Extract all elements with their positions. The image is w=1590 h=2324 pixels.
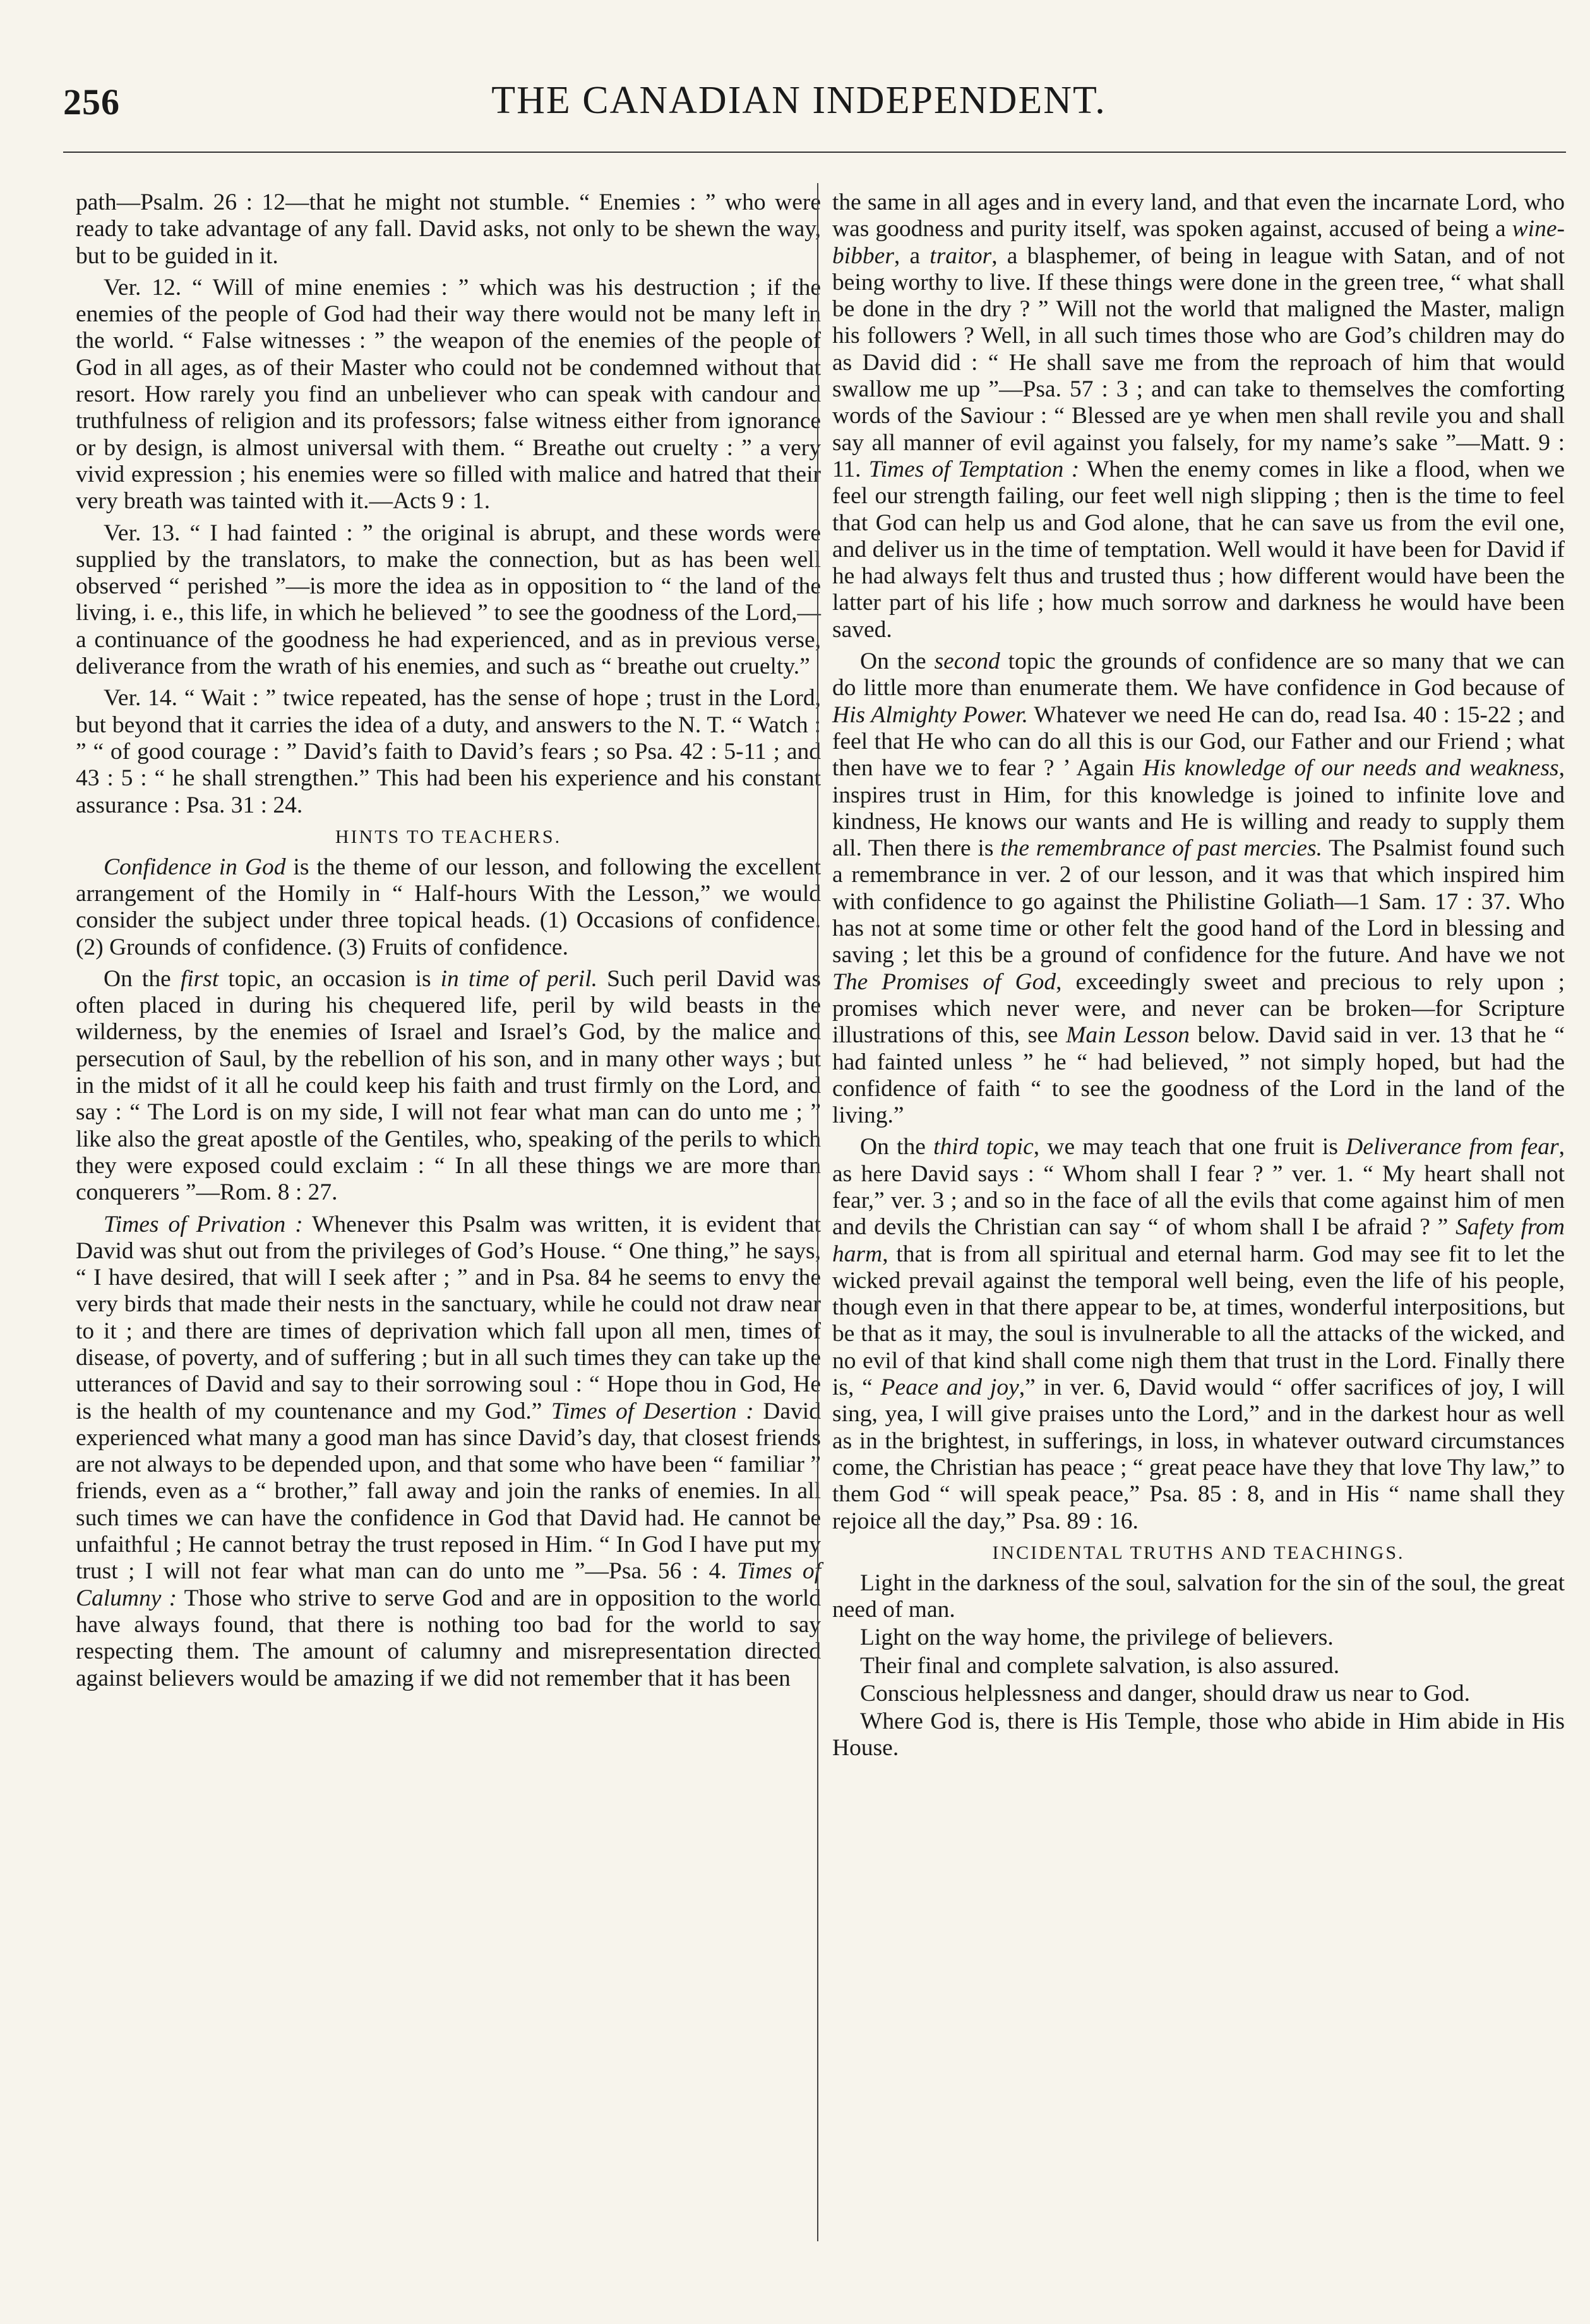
left-column — [76, 189, 821, 1697]
text: is the theme of our lesson, and following the excellent arrangement of the Homily in “ Half-hours With the Lesson,” we would consider the subject under three topical heads. (1) Occasions of confidence. (2) Grounds of confidence. (3) Fruits of confidence. — [76, 854, 821, 960]
paragraph — [832, 1134, 1565, 1534]
section-heading-hints: HINTS TO TEACHERS. — [335, 826, 562, 847]
list-item: Their final and complete salvation, is also assured. — [860, 1652, 1340, 1679]
paragraph — [76, 966, 821, 1207]
text: , as here David says : “ Whom shall I fear ? ” ver. 1. “ My heart shall not fear,” ver. 3 ; and so in the face of all the evils that come against him of men and devils the Christian can say “ of whom shall I be afraid ? ” — [832, 1134, 1565, 1241]
paragraph: Ver. 12. “ Will of mine enemies : ” which was his destruction ; if the enemies of the people of God had their way there would not be many left in the world. “ False witnesses : ” the weapon of the enemies of the people of God in all ages, as of their Master who could not be condemned without that resort. How rarely you find an unbeliever who can speak with candour and truthfulness of religion and its professors; false witness either from ignorance or by design, is almost universal with them. “ Breathe out cruelty : ” a very vivid expression ; his enemies were so filled with malice and hatred that their very breath was tainted with it.—Acts 9 : 1. — [76, 274, 821, 515]
italic-text: traitor — [929, 242, 992, 269]
text: Those who strive to serve God and are in opposition to the world have always found, that there is nothing too bad for the world to say respecting them. The amount of calumny and misrepresentation directed against believers would be amazing if we did not remember that it has been — [76, 1585, 821, 1691]
italic-text: Safety from harm — [832, 1214, 1565, 1267]
text: , a — [894, 242, 930, 269]
paragraph: Ver. 14. “ Wait : ” twice repeated, has the sense of hope ; trust in the Lord, but beyond that it carries the idea of a duty, and answers to the N. T. “ Watch : ” “ of good courage : ” David’s faith to David’s fears ; so Psa. 42 : 5-11 ; and 43 : 5 : “ he shall strengthen.” This had been his experience and his constant assurance : Psa. 31 : 24. — [76, 685, 821, 818]
right-column — [832, 189, 1565, 1763]
text: topic, an occasion is — [218, 965, 441, 992]
italic-text: His Almighty Power. — [832, 701, 1028, 728]
section-heading-incidental: INCIDENTAL TRUTHS AND TEACHINGS. — [992, 1542, 1405, 1563]
text: Whatever we need He can do, read Isa. 40 : 15-22 ; and feel that He who can do all this is our God, our Father and our Friend ; what then have we to fear ? ’ Again — [832, 701, 1565, 782]
text: The Psalmist found such a remembrance in ver. 2 of our lesson, and it was that which inspired him with confidence to go against the Philistine Goliath—1 Sam. 17 : 37. Who has not at some time or other felt the good hand of the Lord in blessing and saving ; let this be a ground of confidence for the future. And have we not — [832, 835, 1565, 968]
text: On the — [860, 648, 935, 675]
list-item: Conscious helplessness and danger, should draw us near to God. — [860, 1680, 1471, 1707]
italic-text: Times of Calumny : — [76, 1558, 821, 1611]
text: topic the grounds of confidence are so many that we can do little more than enumerate them. We have confidence in God because of — [832, 648, 1565, 701]
text: David experienced what many a good man has since David’s day, that closest friends are not always to be depended upon, and that some who have been “ familiar ” friends, even as a “ brother,” fall away and join the ranks of enemies. In all such times we can have the confidence in God that David had. He cannot be unfaithful ; He cannot betray the trust reposed in Him. “ In God I have put my trust ; I will not fear what man can do unto me ”—Psa. 56 : 4. — [76, 1398, 821, 1585]
page-number: 256 — [63, 81, 120, 122]
paragraph — [76, 854, 821, 961]
italic-text: Times of Temptation : — [868, 456, 1080, 482]
list-item: Where God is, there is His Temple, those who abide in Him abide in His House. — [832, 1708, 1565, 1761]
text: Such peril David was often placed in during his chequered life, peril by wild beasts in the wilderness, by the enemies of Israel and Israel’s God, by the malice and persecution of Saul, by the rebellion of his son, and in many other ways ; but in the midst of it all he could keep his faith and trust firmly on the Lord, and say : “ The Lord is on my side, I will not fear what man can do unto me ; ” like also the great apostle of the Gentiles, who, speaking of the perils to which they were exposed could exclaim : “ In all these things we are more than conquerers ”—Rom. 8 : 27. — [76, 965, 821, 1206]
italic-text: Times of Privation : — [104, 1211, 303, 1237]
text: , exceedingly sweet and precious to rely upon ; promises which never were, and never can be broken—for Scripture illustrations of this, see — [832, 968, 1565, 1049]
text: On the — [860, 1134, 934, 1160]
text: ,” in ver. 6, David would “ offer sacrifices of joy, I will sing, yea, I will give praises unto the Lord,” and in the darkest hour as well as in the brightest, in sufferings, in loss, in whatever outward circumstances come, the Christian has peace ; “ great peace have they that love Thy law,” to them God “ will speak peace,” Psa. 85 : 8, and in His “ name shall they rejoice all the day,” Psa. 89 : 16. — [832, 1374, 1565, 1534]
list-item: Light on the way home, the privilege of believers. — [860, 1624, 1334, 1651]
text: , inspires trust in Him, for this knowledge is joined to infinite love and kindness, He knows our wants and He is willing and ready to supply them all. Then there is — [832, 755, 1565, 862]
italic-text: Times of Desertion : — [551, 1398, 754, 1424]
text: , a blasphemer, of being in league with Satan, and of not being worthy to live. If these things were done in the green tree, “ what shall be done in the dry ? ” Will not the world that maligned the Master, malign his followers ? Well, in all such times those who are God’s children may do as David did : “ He shall save me from the reproach of him that would swallow me up ”—Psa. 57 : 3 ; and can take to themselves the comforting words of the Saviour : “ Blessed are ye when men shall revile you and shall say all manner of evil against you falsely, for my name’s sake ”—Matt. 9 : 11. — [832, 242, 1565, 482]
paragraph — [832, 648, 1565, 1129]
column-divider — [817, 183, 818, 2241]
italic-text: Confidence in God — [104, 854, 286, 880]
paragraph — [832, 189, 1565, 643]
list-item: Light in the darkness of the soul, salvation for the sin of the soul, the great need of man. — [832, 1570, 1565, 1623]
italic-text: wine-bibber — [832, 216, 1565, 269]
italic-text: first — [180, 965, 219, 992]
text: On the — [104, 965, 181, 992]
text: the same in all ages and in every land, and that even the incarnate Lord, who was goodness and purity itself, was spoken against, accused of being a — [832, 189, 1565, 242]
text: Whenever this Psalm was written, it is evident that David was shut out from the privileges of God’s House. “ One thing,” he says, “ I have desired, that will I seek after ; ” and in Psa. 84 he seems to envy the very birds that made their nests in the sanctuary, while he could not draw near to it ; and there are times of deprivation which fall upon all men, times of disease, of poverty, and of suffering ; but in all such times they can take up the utterances of David and say to their sorrowing soul : “ Hope thou in God, He is the health of my countenance and my God.” — [76, 1211, 821, 1424]
paragraph: Ver. 13. “ I had fainted : ” the original is abrupt, and these words were supplied by the translators, to make the connection, but as has been well observed “ perished ”—is more the idea as in opposition to “ the land of the living, i. e., this life, in which he believed ” to see the goodness of the Lord,—a continuance of the goodness he had experienced, and as in previous verse, deliverance from the wrath of his enemies, and such as “ breathe out cruelty.” — [76, 520, 821, 680]
italic-text: The Promises of God — [832, 968, 1056, 995]
publication-title: THE CANADIAN INDEPENDENT. — [491, 79, 1106, 122]
italic-text: Main Lesson — [1066, 1022, 1190, 1049]
text: , we may teach that one fruit is — [1033, 1134, 1346, 1160]
italic-text: third topic — [933, 1134, 1034, 1160]
text: below. David said in ver. 13 that he “ had fainted unless ” he “ had believed, ” not simply hoped, but had the confidence of faith “ to see the goodness of the Lord in the land of the living.” — [832, 1022, 1565, 1129]
text: When the enemy comes in like a flood, when we feel our strength failing, our feet well nigh slipping ; then is the time to feel that God can help us and God alone, that he can save us from the evil one, and deliver us in the time of temptation. Well would it have been for David if he had always felt thus and trusted thus ; how different would have been the latter part of his life ; how much sorrow and darkness he would have been saved. — [832, 456, 1565, 643]
page-header — [63, 74, 1534, 131]
paragraph: path—Psalm. 26 : 12—that he might not stumble. “ Enemies : ” who were ready to take advantage of any fall. David asks, not only to be shewn the way, but to be guided in it. — [76, 189, 821, 269]
paragraph — [76, 1212, 821, 1692]
italic-text: Peace and joy — [880, 1374, 1019, 1401]
italic-text: in time of peril. — [440, 965, 597, 992]
italic-text: the remembrance of past mercies. — [1000, 835, 1323, 862]
text: , that is from all spiritual and eternal harm. God may see fit to let the wicked prevail against the temporal well being, even the life of his people, though even in that there appear to be, at times, wonderful interpositions, but be that as it may, the soul is invulnerable to all the attacks of the wicked, and no evil of that kind shall come nigh them that trust in the Lord. Finally there is, “ — [832, 1241, 1565, 1401]
italic-text: His knowledge of our needs and weakness — [1142, 755, 1559, 782]
italic-text: second — [934, 648, 1000, 675]
italic-text: Deliverance from fear — [1346, 1134, 1559, 1160]
header-rule — [63, 152, 1566, 153]
